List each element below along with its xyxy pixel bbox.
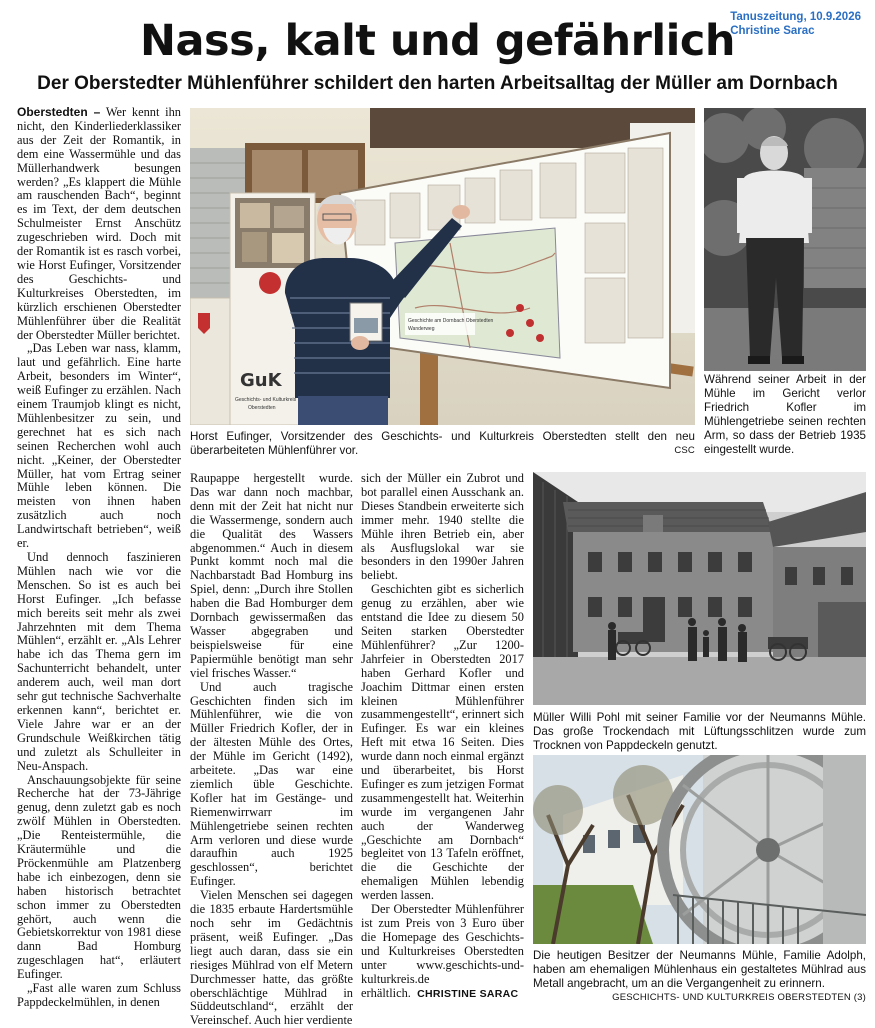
source-author: Christine Sarac: [730, 25, 815, 37]
article-paragraph: „Das Leben war nass, klamm, laut und gefährlich. Eine harte Arbeit, besonders im Winter“, weiß Eufinger zu erzählen. Nach einem Traumjob klingt es nicht, Mühlenbesitzer zu sein, und gerechnet hat es sich nach seinen Recherchen wohl auch nicht. „Keiner, der Oberstedter Müller, hat vom Ertrag seiner Mühle leben können. Die meisten von ihnen haben zusätzlich auch noch Landwirtschaft betrieben“, weiß er.: [17, 341, 181, 551]
headline: Nass, kalt und gefährlich: [140, 16, 735, 66]
article-column-2: [190, 472, 353, 1028]
wheel-photo: [533, 755, 866, 944]
article-paragraph: Geschichten gibt es sicherlich genug zu erzählen, aber wie entstand die Idee zu diesem 50 Seiten starken Oberstedter Mühlenführer? „Zur 1200-Jahrfeier in Oberstedten 2017 haben Gerhard Kofler und Joachim Dittmar einen ersten kleinen Mühlenführer zusammengestellt“, erinnert sich Eufinger. Es war ein kleines Heft mit etwa 16 Seiten. Dies wurde dann noch einmal ergänzt und überarbeitet, bis Horst Eufinger es zum jetzigen Format zusammengestellt hat. Weiterhin wurde im vergangenen Jahr auch der Wanderweg „Geschichte am Dornbach“ begleitet von 13 Tafeln eröffnet, die die Geschichte der ehemaligen Mühlen lebendig werden lassen.: [361, 582, 524, 903]
banner-logo: GuK: [240, 370, 282, 391]
article-paragraph: Der Oberstedter Mühlenführer ist zum Preis von 3 Euro über die Homepage des Geschichts- und Kulturkreises Oberstedten unter www.geschichts-und-kulturkreis.de erhältlich. CHRISTINE SARAC: [361, 902, 524, 1000]
banner-sublabel: Oberstedten: [248, 405, 276, 411]
article-column-1: [17, 106, 181, 1010]
portrait-photo: [704, 108, 866, 371]
author-signature: CHRISTINE SARAC: [417, 987, 519, 1000]
banner-label: Geschichts- und Kulturkreis: [235, 397, 297, 403]
wheel-photo-caption: Die heutigen Besitzer der Neumanns Mühle, Familie Adolph, haben am ehemaligen Mühlenhaus ein gestaltetes Mühlrad aus Metall angebracht, um an die Vergangenheit zu erinnern. GESCHICHTS- UND KULTURKREIS OBERSTEDTEN (3): [533, 949, 866, 1003]
subheadline: Der Oberstedter Mühlenführer schildert den harten Arbeitsalltag der Müller am Dornbach: [37, 73, 838, 94]
family-photo: [533, 472, 866, 705]
article-paragraph: Und dennoch faszinieren Mühlen nach wie vor die Menschen. So ist es auch bei Horst Eufinger. „Ich befasse mich bereits seit mehr als zwei Jahrzehnten mit dem Thema Mühlen“, erzählt er. „Als Lehrer habe ich das Thema gern im Sachunterricht behandelt, unter anderem auch, weil man dort sehr gut technische Sachverhalte erkennen kann“, berichtet er. Viele Jahre war er an der Grundschule Weißkirchen tätig und zuletzt als Schulleiter in Neu-Anspach.: [17, 550, 181, 773]
article-paragraph: Anschauungsobjekte für seine Recherche hat der 73-Jährige genug, denn zuletzt gab es noch zwölf Mühlen in Oberstedten. „Die Renteistermühle, die Kräutermühle und die Pröckenmühle am Platzenberg habe ich einbezogen, denn sie haben historisch betrachtet schon immer zu Oberstedten gehört, auch wenn die Gebietskorrektur von 1981 diese dann Bad Homburg zugeschlagen hat“, erläutert Eufinger.: [17, 772, 181, 982]
article-column-3: [361, 472, 524, 1001]
article-paragraph: „Fast alle waren zum Schluss Pappdeckelmühlen, in denen: [17, 981, 181, 1009]
photo-credit: CSC: [674, 445, 695, 456]
family-photo-caption: Müller Willi Pohl mit seiner Familie vor der Neumanns Mühle. Das große Trockendach mit Lüftungsschlitzen wurde zum Trocknen von Pappdeckeln genutzt.: [533, 711, 866, 752]
article-paragraph: Oberstedten – Wer kennt ihn nicht, den Kinderliederklassiker aus der Zeit der Romantik, in dem eine Wassermühle und das Müllerhandwerk besungen werden? „Es klappert die Mühle am rauschenden Bach“, beginnt es im Text, der dem deutschen Schulmeister Ernst Anschütz zugeschrieben wird. Doch mit der Romantik ist es rasch vorbei, wie Horst Eufinger, Vorsitzender des Geschichts- und Kulturkreises Oberstedten, im kürzlich erschienen Oberstedter Mühlenführer über die Realität der Oberstedter Müller berichtet.: [17, 105, 181, 342]
main-photo-image: [190, 108, 695, 425]
article-paragraph: sich der Müller ein Zubrot und bot parallel einen Ausschank an. Dieses Standbein erweiterte sich immer mehr. 1940 stellte die Mühle ihren Betrieb ein, aber als Ausflugslokal war sie besonders in den 1990er Jahren beliebt.: [361, 471, 524, 583]
article-paragraph: Raupappe hergestellt wurde. Das war dann noch machbar, denn mit der Zeit hat nicht nur die Wassermenge, sondern auch die Qualität des Wassers abgenommen.“ Auch in diesem Punkt kommt noch mal die Nachbarstadt Bad Homburg ins Spiel, denn: „Durch ihre Stollen haben die Bad Homburger dem Dornbach gewissermaßen das Wasser abgegraben und beispielsweise für eine Papiermühle benötigt man sehr viel frisches Wasser.“: [190, 471, 353, 680]
photo-credit: GESCHICHTS- UND KULTURKREIS OBERSTEDTEN (3): [612, 992, 866, 1003]
family-photo-image: [533, 472, 866, 705]
wheel-photo-image: [533, 755, 866, 944]
portrait-photo-image: [704, 108, 866, 371]
article-paragraph: Und auch tragische Geschichten finden sich im Mühlenführer, wie die von Müller Friedrich Kofler, der in der ältesten Mühle des Ortes, der Mühle im Gericht (1492), arbeitete. „Das war eine ziemlich üble Geschichte. Kofler hat im Gestänge- und Riemenwirrwarr im Mühlengetriebe seinen rechten Arm verloren und diese wurde daraufhin auch 1925 geschlossen“, berichtet Eufinger.: [190, 679, 353, 889]
map-label: Geschichte am Dornbach Oberstedten: [408, 318, 494, 324]
main-photo: [190, 108, 695, 425]
source-newspaper-date: Tanuszeitung, 10.9.2026: [730, 11, 861, 23]
dateline: Oberstedten –: [17, 105, 101, 119]
portrait-photo-caption: Während seiner Arbeit in der Mühle im Gericht verlor Friedrich Kofler im Mühlengetriebe seinen rechten Arm, so dass der Betrieb 1935 eingestellt wurde.: [704, 373, 866, 456]
article-paragraph: Vielen Menschen sei dagegen die 1835 erbaute Hardertsmühle noch sehr im Gedächtnis präsent, weiß Eufinger. „Das liegt auch daran, dass sie ein riesiges Mühlrad von elf Metern Durchmesser hatte, das größte oberschlächtige Mühlrad in Süddeutschland“, erzählt der Vereinschef. Auch hier verdiente: [190, 888, 353, 1028]
map-sublabel: Wanderweg: [408, 326, 435, 332]
main-photo-caption: Horst Eufinger, Vorsitzender des Geschichts- und Kulturkreis Oberstedten stellt den neu überarbeiteten Mühlenführer vor. CSC: [190, 430, 695, 457]
